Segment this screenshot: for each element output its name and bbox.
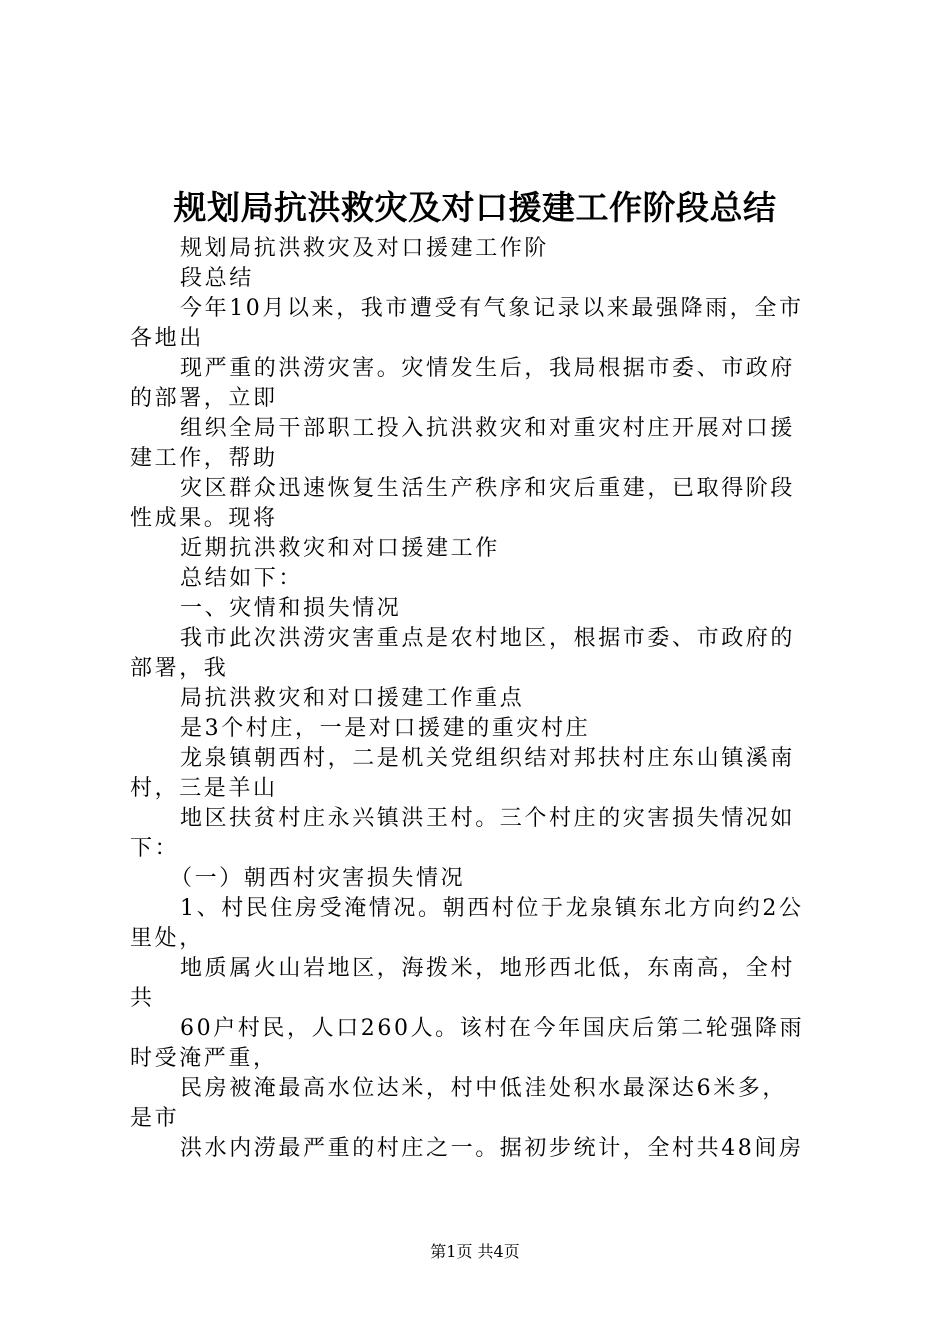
text-line: 里处， [130, 926, 204, 951]
text-line: 局抗洪救灾和对口援建工作重点 [180, 686, 525, 711]
text-line: 规划局抗洪救灾及对口援建工作阶 [180, 236, 550, 261]
text-line: 地质属火山岩地区，海拨米，地形西北低，东南高，全村 [180, 956, 796, 981]
text-line: 时受淹严重， [130, 1046, 278, 1071]
text-line: 1、村民住房受淹情况。朝西村位于龙泉镇东北方向约2公 [180, 896, 804, 921]
text-line: 我市此次洪涝灾害重点是农村地区，根据市委、市政府的 [180, 626, 796, 651]
text-line: 各地出 [130, 326, 204, 351]
section-heading: 一、灾情和损失情况 [180, 596, 402, 621]
text-line: 建工作，帮助 [130, 446, 278, 471]
text-line: 部署，我 [130, 656, 229, 681]
text-line: 灾区群众迅速恢复生活生产秩序和灾后重建，已取得阶段 [180, 476, 796, 501]
document-title: 规划局抗洪救灾及对口援建工作阶段总结 [173, 188, 777, 227]
text-line: 共 [130, 986, 155, 1011]
text-line: 的部署，立即 [130, 386, 278, 411]
text-line: 下： [130, 836, 180, 861]
text-line: 洪水内涝最严重的村庄之一。据初步统计，全村共48间房 [180, 1136, 804, 1161]
text-line: 今年10月以来，我市遭受有气象记录以来最强降雨，全市 [180, 296, 804, 321]
text-line: 近期抗洪救灾和对口援建工作 [180, 536, 500, 561]
document-body [130, 234, 840, 1164]
page-footer: 第1页 共4页 [430, 1242, 520, 1261]
text-line: 村，三是羊山 [130, 776, 278, 801]
text-line: 民房被淹最高水位达米，村中低洼处积水最深达6米多， [180, 1076, 787, 1101]
text-line: 60户村民，人口260人。该村在今年国庆后第二轮强降雨 [180, 1016, 805, 1041]
text-line: 是3个村庄，一是对口援建的重灾村庄 [180, 716, 591, 741]
text-line: 地区扶贫村庄永兴镇洪王村。三个村庄的灾害损失情况如 [180, 806, 796, 831]
text-line: 组织全局干部职工投入抗洪救灾和对重灾村庄开展对口援 [180, 416, 796, 441]
subsection-heading: （一）朝西村灾害损失情况 [170, 866, 466, 891]
text-line: 段总结 [180, 266, 254, 291]
text-line: 性成果。现将 [130, 506, 278, 531]
text-line: 龙泉镇朝西村，二是机关党组织结对邦扶村庄东山镇溪南 [180, 746, 796, 771]
text-line: 现严重的洪涝灾害。灾情发生后，我局根据市委、市政府 [180, 356, 796, 381]
text-line: 是市 [130, 1106, 180, 1131]
text-line: 总结如下： [180, 566, 304, 591]
